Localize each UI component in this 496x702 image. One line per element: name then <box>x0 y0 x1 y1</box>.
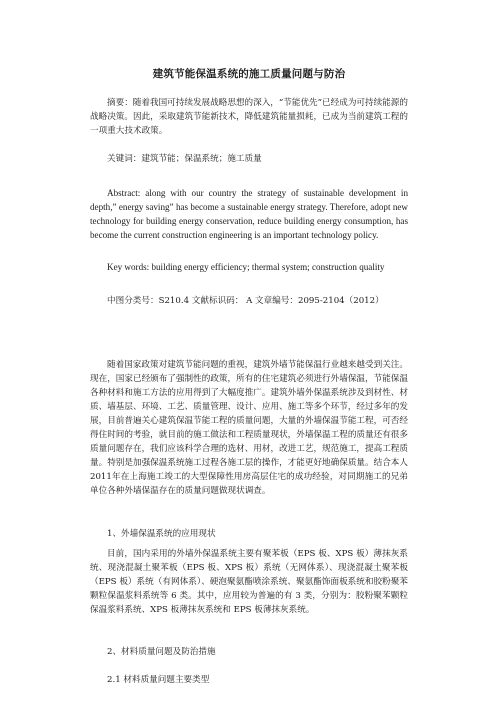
classification-line: 中图分类号：S210.4 文献标识码： A 文章编号：2095-2104（2012） <box>107 296 384 306</box>
intro-paragraph: 随着国家政策对建筑节能问题的重视，建筑外墙节能保温行业越来越受到关注。现在，国家已经颁布了强制性的政策，所有的住宅建筑必须进行外墙保温，节能保温各种材料和施工方法的应用得到了大幅度推广。建筑外墙外保温系统涉及到材性、材质、墙基层、环境、工艺、质量管理、设计、应用、施工等多个环节，经过多年的发展，目前普遍关心建筑保温节能工程的质量问题，大量的外墙保温节能工程，可否经得住时间的考验，就目前的施工做法和工程质量现状，外墙保温工程的质量还有很多质量问题存在，我们应该科学合理的选材、用材，改进工艺，规范施工，提高工程质量。特别是加强保温系统施工过程各施工层的操作，才能更好地确保质量。结合本人2011年在上海施工竣工的大型保障性用房高层住宅的成功经验，对同期施工的兄弟单位各种外墙保温存在的质量问题做现状调查。 <box>90 360 408 496</box>
section-2-heading: 2、材料质量问题及防治措施 <box>107 646 216 657</box>
keywords-en: Key words: building energy efficiency; thermal system; construction quality <box>107 262 385 272</box>
section-1-heading: 1、外墙保温系统的应用现状 <box>107 528 216 539</box>
paper-title: 建筑节能保温系统的施工质量问题与防治 <box>152 68 346 80</box>
keywords-cn: 关键词：建筑节能；保温系统；施工质量 <box>107 154 262 164</box>
paper-page <box>90 0 408 702</box>
section-1-paragraph: 目前，国内采用的外墙外保温系统主要有聚苯板（EPS 板、XPS 板）薄抹灰系统、现浇混凝土聚苯板（EPS 板、XPS 板）系统（无网体系）、现浇混凝土聚苯板（EPS 板）系统（有网体系）、硬泡聚氨酯喷涂系统、聚氨酯饰面板系统和胶粉聚苯颗粒保温浆料系统等 6 类。其中，应用较为普遍的有 3 类，分别为：胶粉聚苯颗粒保温浆料系统、XPS 板薄抹灰系统和 EPS 板薄抹灰系统。 <box>90 549 408 615</box>
section-2-1-heading: 2.1 材料质量问题主要类型 <box>107 674 210 685</box>
abstract-en: Abstract: along with our country the strategy of sustainable development in depth,” energy saving” has become a sustainable energy strategy. Therefore, adopt new technology for building energy conservation, reduce building energy consumption, has become the current construction engineering is an important technology policy. <box>90 188 408 240</box>
abstract-cn: 摘要：随着我国可持续发展战略思想的深入，“节能优先”已经成为可持续能源的战略决策。因此，采取建筑节能新技术，降低建筑能量损耗，已成为当前建筑工程的一项重大技术政策。 <box>90 98 408 136</box>
